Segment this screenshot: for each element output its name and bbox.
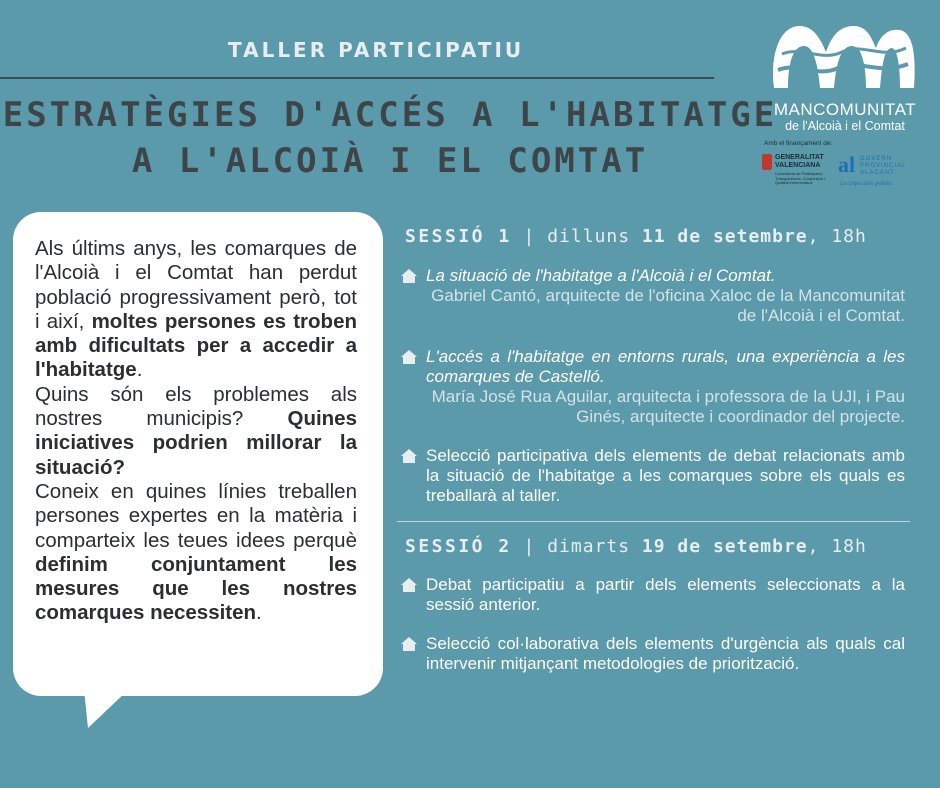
session-2-separator: |: [511, 536, 548, 557]
generalitat-shield-icon: [762, 154, 772, 170]
header-kicker: TALLER PARTICIPATIU: [228, 38, 525, 62]
generalitat-logo: [762, 152, 834, 192]
house-icon: [400, 577, 418, 593]
diputacio-mark-icon: al: [838, 152, 856, 177]
session-1-item-3: [400, 446, 905, 506]
house-icon: [400, 349, 418, 365]
intro-p3-end: .: [256, 601, 262, 625]
session-2-label: SESSIÓ 2: [405, 536, 512, 557]
session-1-item-2: [400, 347, 905, 427]
session-1-day: dilluns: [547, 226, 642, 247]
session-1-separator: |: [511, 226, 548, 247]
funding-label: Amb el finançament de:: [764, 140, 833, 147]
session-2-day: dimarts: [547, 536, 642, 557]
session-2-date: 19 de setembre: [641, 536, 808, 557]
generalitat-name: GENERALITAT VALENCIANA: [775, 154, 824, 169]
generalitat-department: Conselleria de Participació, Transparència, Cooperació i Qualitat Democràtica: [775, 171, 826, 185]
logo-subtitle: de l'Alcoià i el Comtat: [785, 119, 905, 133]
house-icon: [400, 448, 418, 464]
diputacio-logo: [838, 152, 928, 192]
intro-paragraph-2: [35, 383, 357, 480]
title-line-2: A L'ALCOIÀ I EL COMTAT: [131, 141, 649, 181]
house-icon: [400, 268, 418, 284]
page-title: [0, 92, 780, 184]
session-1-item-1-title: La situació de l'habitatge a l'Alcoià i el Comtat.: [426, 266, 776, 285]
session-2-heading: [405, 536, 925, 557]
intro-p2-text: Quins són els problemes als nostres municipis?: [35, 382, 357, 431]
intro-p1-text: Als últims anys, les comarques de l'Alcoià i el Comtat han perdut població progressivament però, tot i així,: [35, 237, 357, 333]
session-1-item-2-title: L'accés a l'habitatge en entorns rurals, una experiència a les comarques de Castelló.: [426, 347, 905, 386]
diputacio-tagline: La Dipu dels pobles: [840, 180, 893, 187]
title-line-1: ESTRATÈGIES D'ACCÉS A L'HABITATGE: [2, 95, 778, 135]
session-1-heading: [405, 226, 925, 247]
session-1-item-1: [400, 266, 905, 326]
intro-p2-bold: Quines iniciatives podrien millorar la situació?: [35, 407, 357, 479]
session-1-item-2-speaker: María José Rua Aguilar, arquitecta i professora de la UJI, i Pau Ginés, arquitecte i coordinador del projecte.: [431, 387, 905, 426]
intro-p3-bold: definim conjuntament les mesures que les nostres comarques necessiten: [35, 552, 357, 625]
speech-bubble-tail: [84, 690, 144, 730]
session-1-item-3-text: Selecció participativa dels elements de debat relacionats amb la situació de l'habitatge a les comarques sobre els quals es treballarà al taller.: [426, 446, 905, 505]
intro-p3-text: Coneix en quines línies treballen persones expertes en la matèria i comparteix les teues idees perquè: [35, 479, 357, 552]
session-2-time: , 18h: [807, 536, 867, 557]
session-1-item-1-speaker: Gabriel Cantó, arquitecte de l'oficina Xaloc de la Mancomunitat de l'Alcoià i el Comtat.: [431, 286, 905, 325]
session-1-date: 11 de setembre: [641, 226, 808, 247]
session-1-label: SESSIÓ 1: [405, 226, 512, 247]
diputacio-name: GOVERN PROVINCIAL ALACANT: [860, 156, 907, 176]
mancomunitat-logo-icon: [768, 18, 918, 98]
session-2-item-2: [400, 634, 905, 674]
header-divider: [0, 77, 714, 79]
mancomunitat-logo: [760, 18, 930, 188]
session-1-time: , 18h: [807, 226, 867, 247]
session-2-item-1: [400, 575, 905, 615]
intro-p1-bold: moltes persones es troben amb dificultats per a accedir a l'habitatge: [35, 309, 358, 382]
logo-name: MANCOMUNITAT: [773, 100, 917, 119]
intro-paragraph-1: [35, 237, 357, 383]
session-2-item-1-text: Debat participatiu a partir dels elements seleccionats a la sessió anterior.: [426, 575, 905, 614]
session-2-item-2-text: Selecció col·laborativa dels elements d'urgència als quals cal intervenir mitjançant metodologies de priorització.: [426, 634, 905, 673]
session-divider: [397, 521, 910, 522]
intro-text: [35, 237, 357, 626]
intro-paragraph-3: [35, 480, 357, 626]
intro-p1-end: .: [136, 358, 143, 382]
house-icon: [400, 636, 418, 652]
